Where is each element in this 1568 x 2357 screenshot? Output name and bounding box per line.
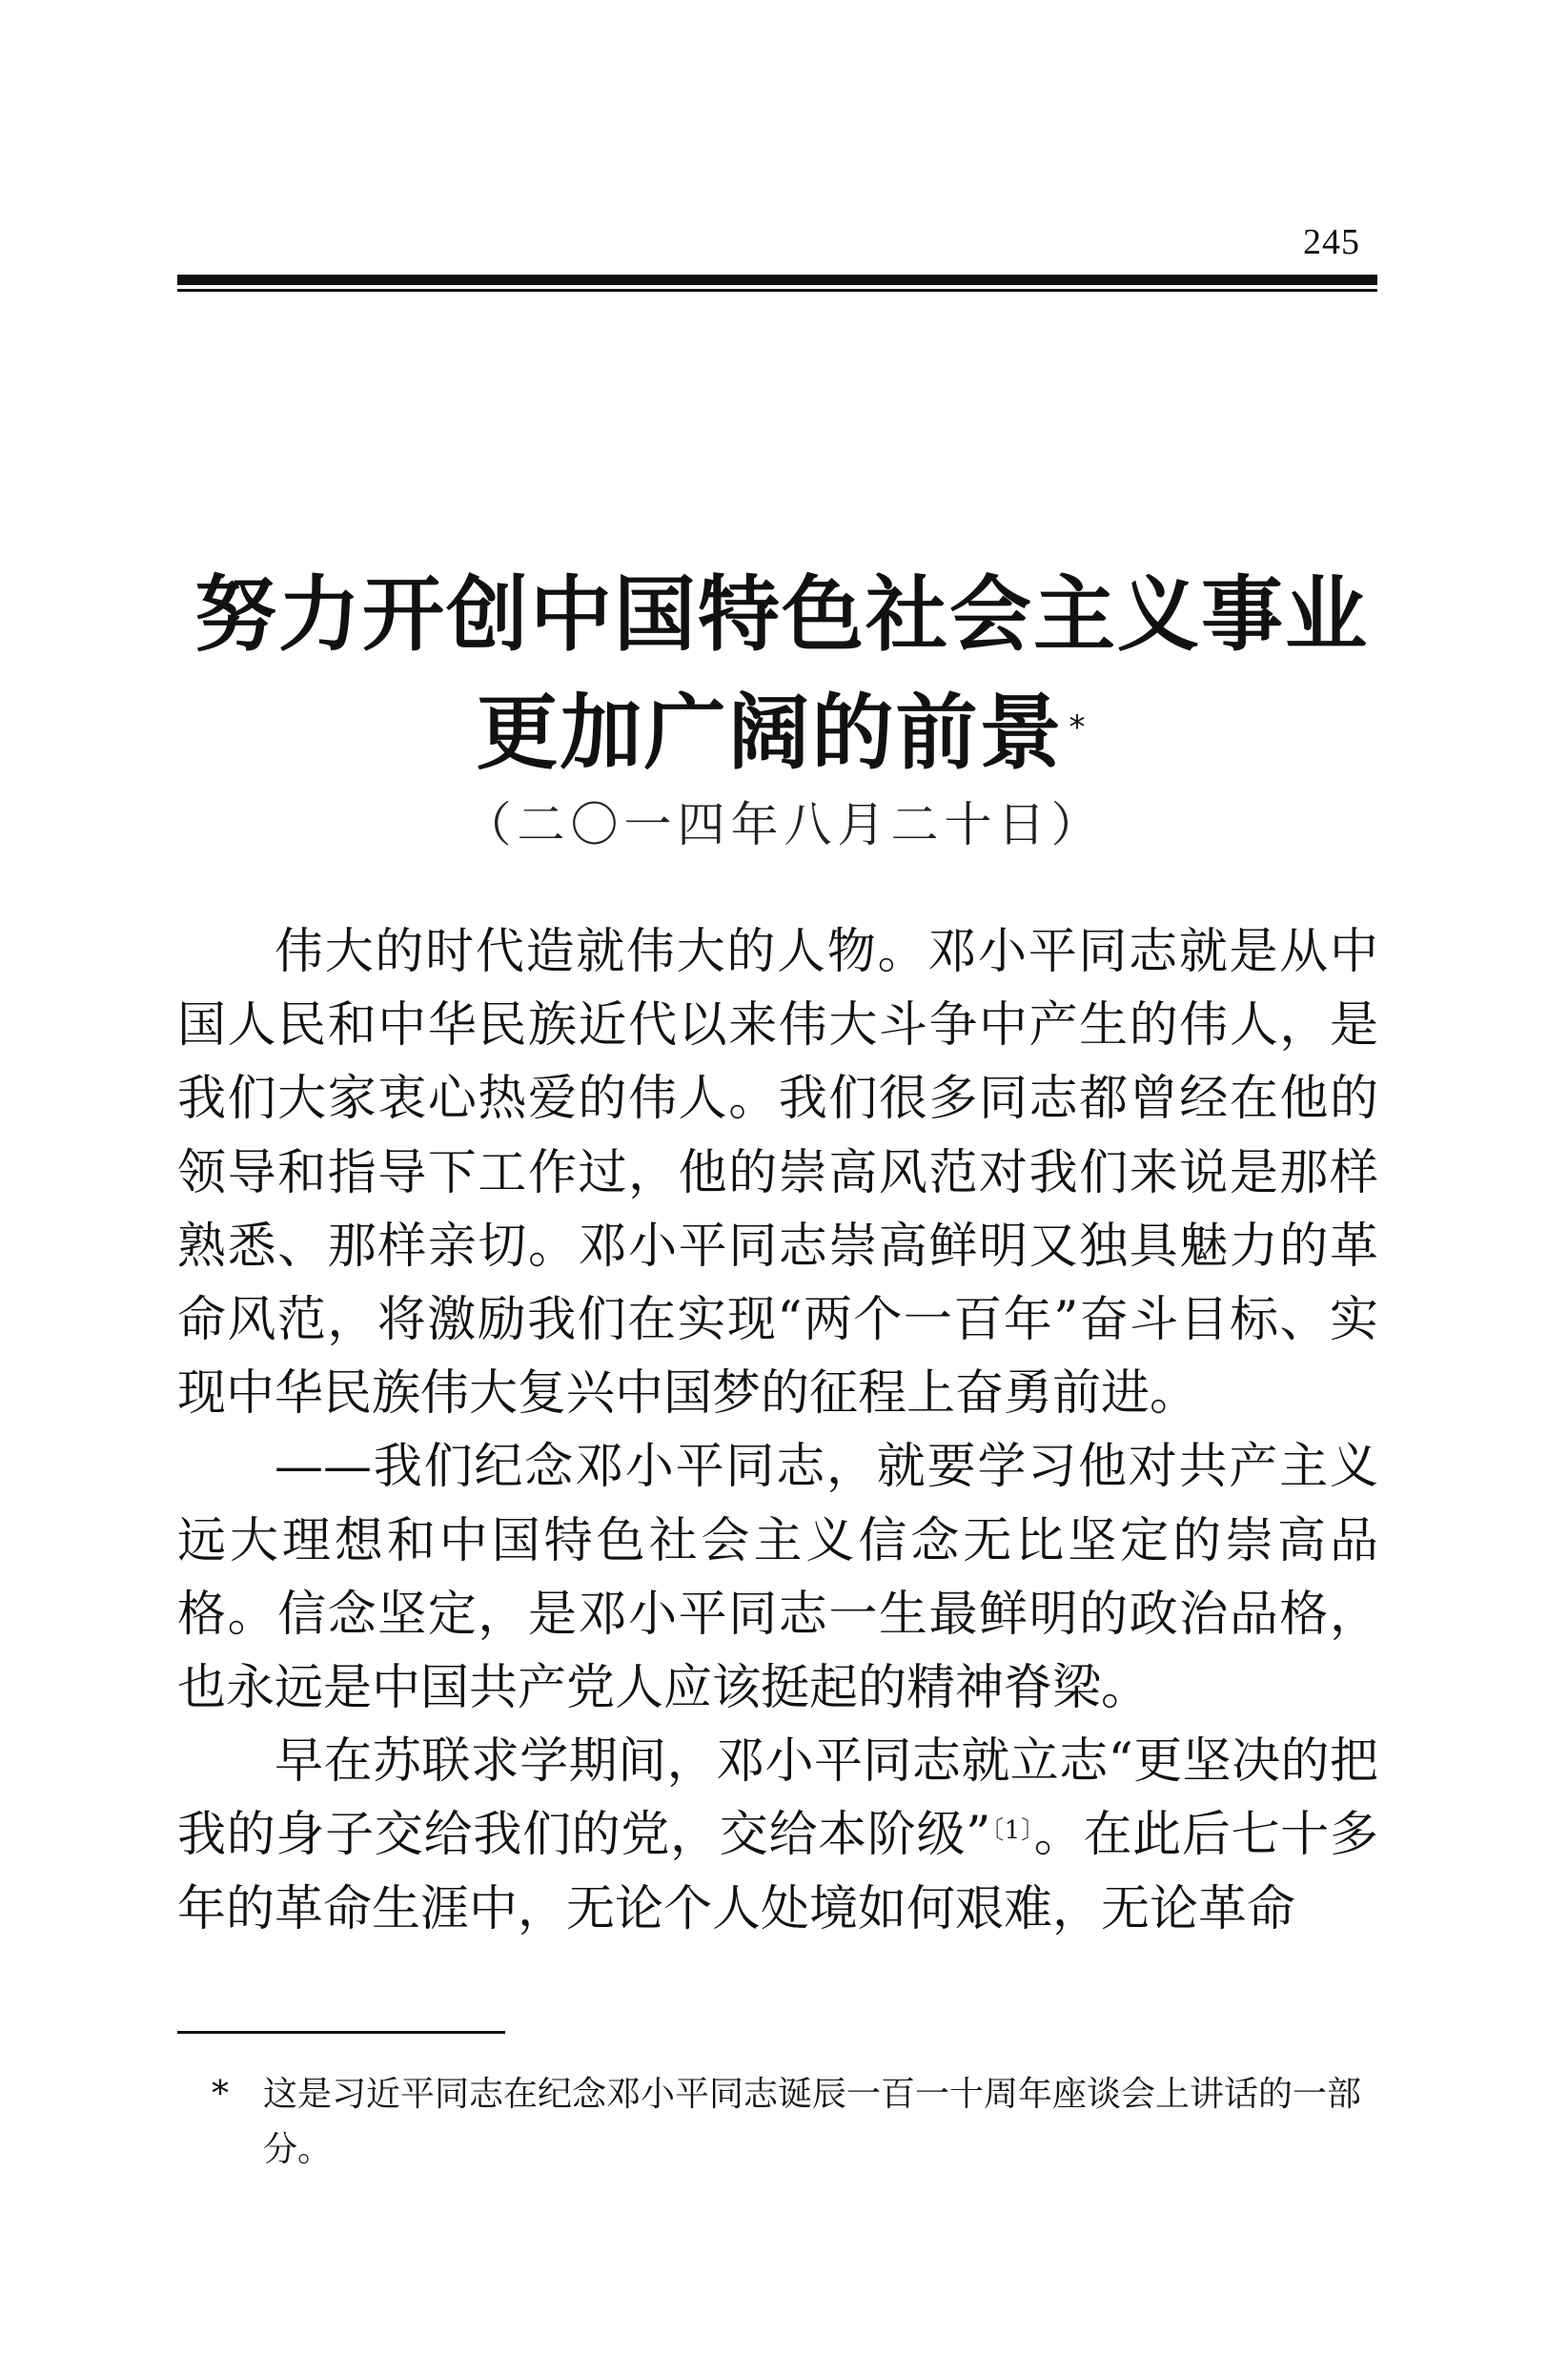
- reference-marker-1: 〔1〕: [990, 1816, 1034, 1846]
- footnote-marker: *: [212, 2075, 229, 2114]
- title-line-1: 努力开创中国特色社会主义事业: [194, 566, 1369, 663]
- footnote-rule: [177, 2031, 505, 2034]
- paragraph-1: 伟大的时代造就伟大的人物。邓小平同志就是从中国人民和中华民族近代以来伟大斗争中产生的伟人，是我们大家衷心热爱的伟人。我们很多同志都曾经在他的领导和指导下工作过，他的崇高风范对我们来说是那样熟悉、那样亲切。邓小平同志崇高鲜明又独具魅力的革命风范，将激励我们在实现“两个一百年”奋斗目标、实现中华民族伟大复兴中国梦的征程上奋勇前进。: [177, 924, 1378, 1423]
- article-title: [143, 556, 1420, 792]
- article-body: [177, 915, 1378, 1946]
- title-line-2-text: 更加广阔的前景: [476, 685, 1064, 781]
- paragraph-3: [177, 1725, 1378, 1946]
- header-rule-thin: [177, 289, 1377, 292]
- paragraph-3-text-a: 早在苏联求学期间，邓小平同志就立志“更坚决的把我的身子交给我们的党，交给本阶级”: [177, 1733, 1378, 1864]
- header-rule-thick: [177, 275, 1377, 285]
- paragraph-2: ——我们纪念邓小平同志，就要学习他对共产主义远大理想和中国特色社会主义信念无比坚定的崇高品格。信念坚定，是邓小平同志一生最鲜明的政治品格，也永远是中国共产党人应该挺起的精神脊梁。: [177, 1439, 1378, 1717]
- paragraph-3-text-b: 。在此后七十多年的革命生涯中，无论个人处境如何艰难，无论革命: [177, 1807, 1378, 1937]
- footnote: [177, 2067, 1378, 2178]
- footnote-text: 这是习近平同志在纪念邓小平同志诞辰一百一十周年座谈会上讲话的一部分。: [263, 2075, 1362, 2169]
- page-number: 245: [1303, 222, 1360, 262]
- title-line-2: [143, 674, 1420, 792]
- title-footnote-marker: *: [1069, 707, 1088, 747]
- article-date: （二〇一四年八月二十日）: [463, 797, 1105, 852]
